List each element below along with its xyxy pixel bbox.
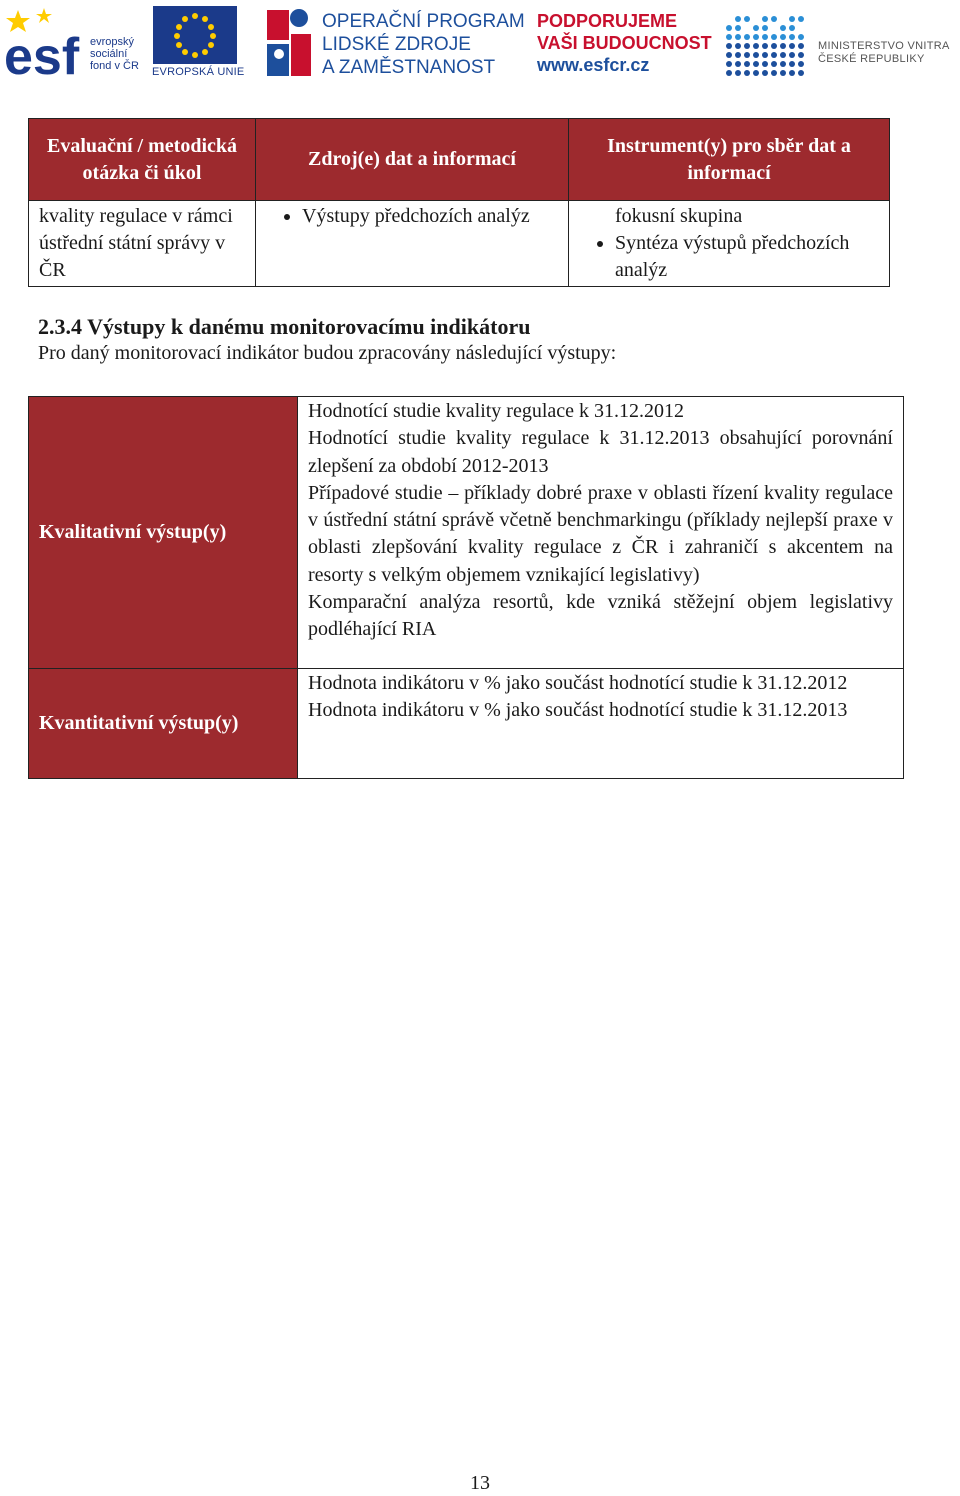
ministry-dots-icon xyxy=(724,14,808,80)
header-task: Evaluační / metodická otázka či úkol xyxy=(29,119,256,201)
ministry-dot xyxy=(735,70,741,76)
qualitative-label: Kvalitativní výstup(y) xyxy=(29,397,298,669)
output-item: Hodnotící studie kvality regulace k 31.12.2013 obsahující porovnání zlepšení za období 2012-2013 xyxy=(308,427,893,477)
instrument-first: fokusní skupina xyxy=(615,205,743,227)
esf-caption xyxy=(90,36,139,72)
quantitative-label: Kvantitativní výstup(y) xyxy=(29,669,298,779)
output-item: Komparační analýza resortů, kde vzniká stěžejní objem legislativy podléhající RIA xyxy=(308,591,893,641)
ministry-dot xyxy=(726,25,732,31)
op-line: A ZAMĚSTNANOST xyxy=(322,57,496,78)
esf-url: www.esfcr.cz xyxy=(537,55,650,75)
ministry-dot xyxy=(753,52,759,58)
ministry-dot xyxy=(771,34,777,40)
esf-line: sociální xyxy=(90,48,128,60)
esf-line: evropský xyxy=(90,36,135,48)
ministry-dot xyxy=(771,52,777,58)
ministry-dot xyxy=(789,70,795,76)
ministry-dot xyxy=(762,34,768,40)
slogan-text xyxy=(537,10,712,76)
ministry-dot xyxy=(735,43,741,49)
ministry-dot xyxy=(762,16,768,22)
eu-flag-icon xyxy=(153,6,237,64)
quantitative-outputs xyxy=(298,669,904,779)
ministry-text xyxy=(818,40,950,66)
ministry-dot xyxy=(789,34,795,40)
header-instruments: Instrument(y) pro sběr dat a informací xyxy=(569,119,890,201)
ministry-dot xyxy=(780,34,786,40)
ministry-dot xyxy=(735,25,741,31)
ministry-dot xyxy=(726,61,732,67)
op-line: OPERAČNÍ PROGRAM xyxy=(322,11,525,32)
ministry-dot xyxy=(771,16,777,22)
op-puzzle-icon xyxy=(263,4,315,80)
ministry-dot xyxy=(744,43,750,49)
ministry-dot xyxy=(753,25,759,31)
ministry-dot xyxy=(753,70,759,76)
ministry-dot xyxy=(744,61,750,67)
ministry-dot xyxy=(789,43,795,49)
ministry-dot xyxy=(762,25,768,31)
list-item: • Syntéza výstupů předchozích analýz xyxy=(615,230,879,284)
ministry-dot xyxy=(798,16,804,22)
output-item: Případové studie – příklady dobré praxe v oblasti řízení kvality regulace v ústřední státní správě včetně benchmarkingu (příklady nejlepší praxe v oblasti zlepšování kvality regulace z ČR i zahraničí s akcentem na resorty s velkým objemem vznikající legislativy) xyxy=(308,481,893,586)
ministry-dot xyxy=(789,25,795,31)
ministry-dot xyxy=(771,61,777,67)
page-number: 13 xyxy=(470,1472,490,1494)
ministry-dot xyxy=(780,70,786,76)
output-item: Hodnotící studie kvality regulace k 31.12.2012 xyxy=(308,400,685,422)
ministry-dot xyxy=(789,52,795,58)
op-program-text xyxy=(322,10,525,79)
output-item: Hodnota indikátoru v % jako součást hodnotící studie k 31.12.2013 xyxy=(308,699,848,722)
ministry-dot xyxy=(753,34,759,40)
esf-logo xyxy=(4,6,90,78)
ministry-dot xyxy=(789,16,795,22)
ministry-dot xyxy=(762,52,768,58)
ministry-dot xyxy=(726,52,732,58)
source-list xyxy=(266,203,558,230)
ministry-line: MINISTERSTVO VNITRA xyxy=(818,40,950,52)
slogan-line: VAŠI BUDOUCNOST xyxy=(537,33,712,53)
output-item: Hodnota indikátoru v % jako součást hodnotící studie k 31.12.2012 xyxy=(308,672,848,694)
header-sources: Zdroj(e) dat a informací xyxy=(256,119,569,201)
ministry-dot xyxy=(798,52,804,58)
ministry-dot xyxy=(762,61,768,67)
ministry-dot xyxy=(726,70,732,76)
ministry-dot xyxy=(798,70,804,76)
ministry-dot xyxy=(780,43,786,49)
ministry-dot xyxy=(726,43,732,49)
ministry-dot xyxy=(771,70,777,76)
ministry-line: ČESKÉ REPUBLIKY xyxy=(818,53,925,65)
ministry-dot xyxy=(798,34,804,40)
logo-bar xyxy=(0,0,960,86)
ministry-dot xyxy=(789,61,795,67)
ministry-dot xyxy=(780,61,786,67)
ministry-dot xyxy=(744,16,750,22)
ministry-dot xyxy=(771,43,777,49)
ministry-dot xyxy=(744,52,750,58)
ministry-dot xyxy=(798,43,804,49)
list-item: • Výstupy předchozích analýz xyxy=(302,203,558,230)
qualitative-outputs xyxy=(298,397,904,669)
section-heading: 2.3.4 Výstupy k danému monitorovacímu indikátoru xyxy=(38,314,531,339)
outputs-table xyxy=(28,396,904,779)
slogan-line: PODPORUJEME xyxy=(537,11,678,31)
ministry-dot xyxy=(762,43,768,49)
ministry-dot xyxy=(735,52,741,58)
op-line: LIDSKÉ ZDROJE xyxy=(322,34,471,55)
ministry-dot xyxy=(744,70,750,76)
ministry-dot xyxy=(753,43,759,49)
ministry-dot xyxy=(780,52,786,58)
section-intro: Pro daný monitorovací indikátor budou zpracovány následující výstupy: xyxy=(38,342,617,364)
ministry-dot xyxy=(744,34,750,40)
ministry-dot xyxy=(726,34,732,40)
ministry-dot xyxy=(798,61,804,67)
cell-task: kvality regulace v rámci ústřední státní správy v ČR xyxy=(29,201,256,287)
cell-sources xyxy=(256,201,569,287)
ministry-dot xyxy=(735,61,741,67)
ministry-dot xyxy=(762,70,768,76)
esf-line: fond v ČR xyxy=(90,60,139,72)
cell-instruments xyxy=(569,201,890,287)
ministry-dot xyxy=(735,34,741,40)
ministry-dot xyxy=(780,25,786,31)
ministry-dot xyxy=(753,61,759,67)
esf-word: esf xyxy=(4,28,80,78)
eu-caption: EVROPSKÁ UNIE xyxy=(152,66,245,78)
ministry-dot xyxy=(735,16,741,22)
instrument-list xyxy=(579,230,879,284)
evaluation-table xyxy=(28,118,890,287)
